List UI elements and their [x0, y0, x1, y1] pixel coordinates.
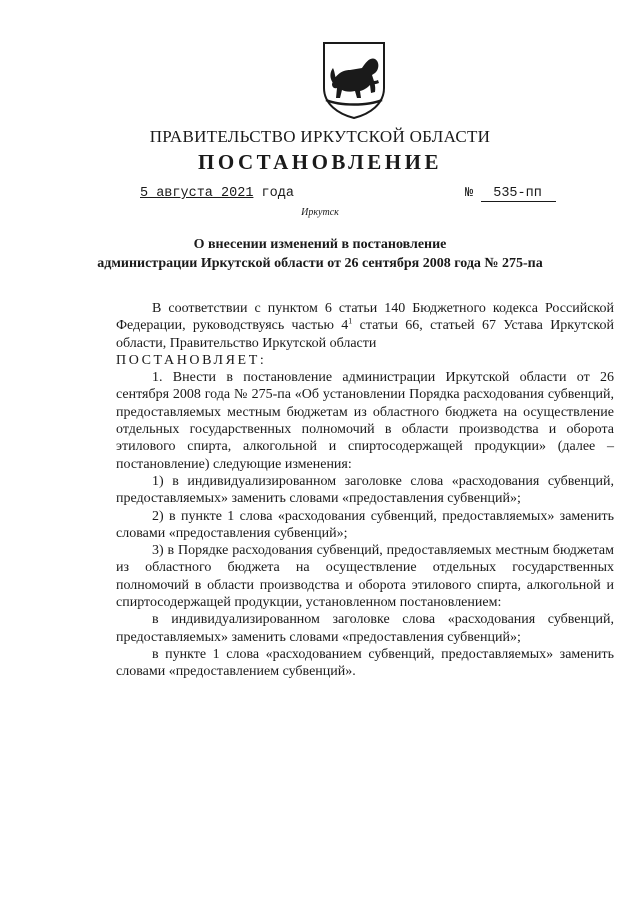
- date-suffix: года: [261, 186, 294, 201]
- intro-text-continued: статьи 66, статьей 67 Устава Иркутской области, Правительство Иркутской области: [116, 318, 614, 351]
- number-value: 535-пп: [481, 186, 556, 202]
- subject-line-1: О внесении изменений в постановление: [193, 237, 447, 252]
- intro-paragraph: [116, 300, 614, 352]
- document-body: [116, 300, 614, 681]
- document-number: [465, 186, 556, 202]
- subject-line-2: администрации Иркутской области от 26 сентября 2008 года № 275-па: [97, 256, 543, 271]
- subitem-3: 3) в Порядке расходования субвенций, предоставляемых местным бюджетам из областного бюджета на осуществление отдельных государственных полномочий в области производства и оборота этилового спирта, алкогольной и спиртосодержащей продукции, установленном постановлением:: [116, 543, 614, 611]
- date-value: 5 августа 2021: [140, 186, 254, 201]
- subitem-1: 1) в индивидуализированном заголовке слова «расходования субвенций, предоставляемых» заменить словами «предоставления субвенций»;: [116, 473, 614, 507]
- intro-text: В соответствии с пунктом 6 статьи 140 Бюджетного кодекса Российской Федерации, руководствуясь частью 4: [116, 301, 614, 334]
- government-title: ПРАВИТЕЛЬСТВО ИРКУТСКОЙ ОБЛАСТИ: [149, 127, 491, 146]
- place-of-issue: Иркутск: [301, 207, 339, 218]
- item-1: 1. Внести в постановление администрации Иркутской области от 26 сентября 2008 года № 275-па «Об установлении Порядка расходования субвенций, предоставляемых местным бюджетам из областного бюджета на осуществление отдельных государственных полномочий в области производства и оборота этилового спирта, алкогольной и спиртосодержащей продукции» (далее – постановление) следующие изменения:: [116, 370, 614, 472]
- subitem-3-change-a: в индивидуализированном заголовке слова «расходования субвенций, предоставляемых» заменить словами «предоставления субвенций»;: [116, 612, 614, 645]
- document-type-title: ПОСТАНОВЛЕНИЕ: [198, 150, 442, 174]
- babr-icon: [320, 40, 388, 120]
- intro-superscript: 1: [348, 316, 353, 326]
- coat-of-arms-emblem: [320, 40, 388, 120]
- subitem-2: 2) в пункте 1 слова «расходования субвенций, предоставляемых» заменить словами «предоставления субвенций»;: [116, 508, 614, 541]
- subitem-3-change-b: в пункте 1 слова «расходованием субвенций, предоставляемых» заменить словами «предоставлением субвенций».: [116, 646, 614, 680]
- document-date: [140, 186, 294, 201]
- resolve-heading: ПОСТАНОВЛЯЕТ:: [116, 352, 267, 368]
- number-sign: №: [465, 186, 474, 201]
- document-subject: [0, 235, 640, 273]
